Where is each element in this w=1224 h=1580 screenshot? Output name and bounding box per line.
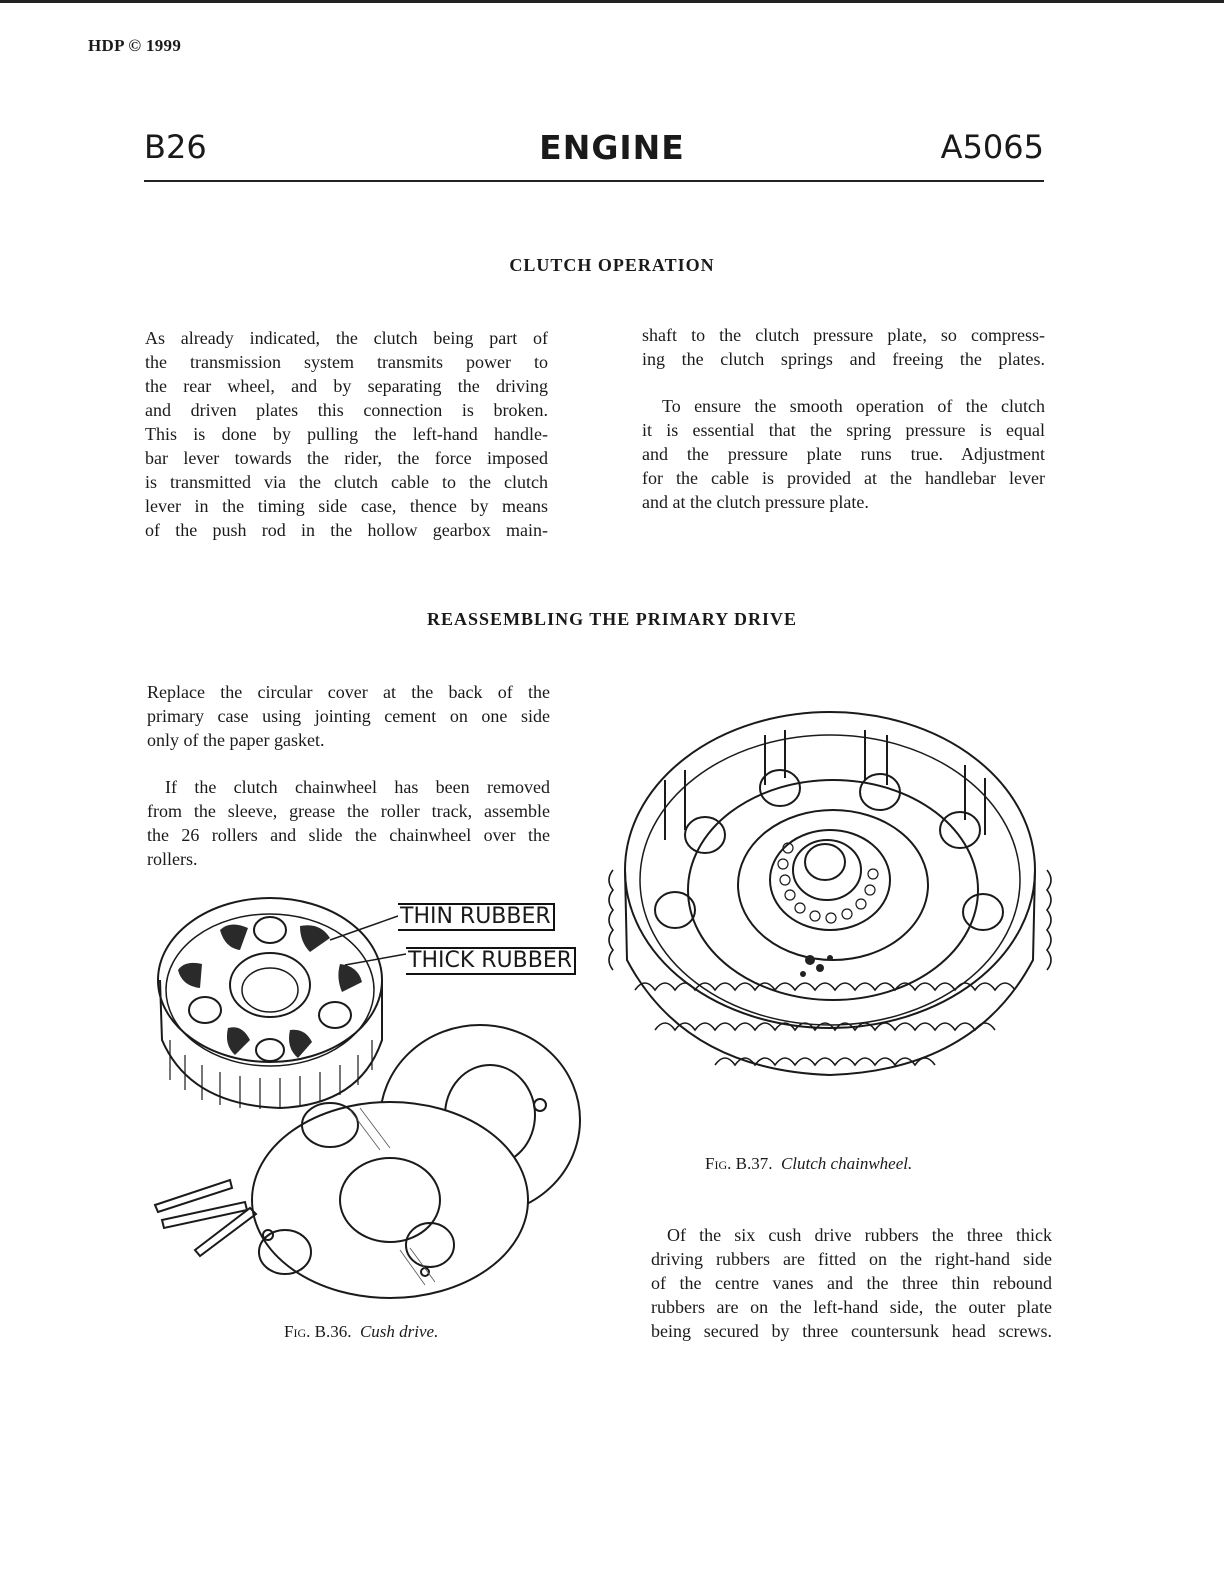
clutch-paragraph-left: As already indicated, the clutch being part of the transmission system transmits power to the rear wheel, and by separating the driving and driven plates this connection is broken. This is done by pulling the left-hand handle- bar lever towards the rider, the force imposed is transmitted via the clutch cable to the clutch lever in the timing side case, thence by means of the push rod in the hollow gearbox main- xyxy=(145,328,548,540)
primary-paragraph-3: Of the six cush drive rubbers the three thick driving rubbers are fitted on the right-hand side of the centre vanes and the three thin rebound rubbers are on the left-hand side, the outer plate being secured by three countersunk head screws. xyxy=(651,1225,1052,1341)
clutch-chainwheel-illustration xyxy=(605,690,1055,1130)
figure-caption-b36: Fig. B.36. Cush drive. xyxy=(284,1322,439,1341)
label-thin-rubber: THIN RUBBER xyxy=(398,903,555,931)
top-border-line xyxy=(0,0,1224,3)
page-title: ENGINE xyxy=(539,128,685,167)
clutch-paragraph-right-2: To ensure the smooth operation of the clutch it is essential that the spring pressure is equal and the pressure plate runs true. Adjustment for the cable is provided at the handlebar lever and at the clutch pressure plate. xyxy=(642,396,1045,512)
section-title-reassembling-primary-drive: REASSEMBLING THE PRIMARY DRIVE xyxy=(427,609,797,629)
section-title-clutch-operation: CLUTCH OPERATION xyxy=(509,255,715,275)
page-reference-code: A5065 xyxy=(940,128,1044,166)
figure-caption-b37: Fig. B.37. Clutch chainwheel. xyxy=(705,1154,913,1173)
label-thick-rubber: THICK RUBBER xyxy=(406,947,576,975)
page-section-code: B26 xyxy=(144,128,207,166)
copyright-notice: HDP © 1999 xyxy=(88,36,182,55)
primary-paragraph-1: Replace the circular cover at the back of the primary case using jointing cement on one side only of the paper gasket. xyxy=(147,682,550,750)
header-rule xyxy=(144,180,1044,182)
primary-paragraph-2: If the clutch chainwheel has been removed from the sleeve, grease the roller track, assemble the 26 rollers and slide the chainwheel over the rollers. xyxy=(147,777,550,869)
clutch-paragraph-right-1: shaft to the clutch pressure plate, so compress- ing the clutch springs and freeing the plates. xyxy=(642,325,1045,369)
